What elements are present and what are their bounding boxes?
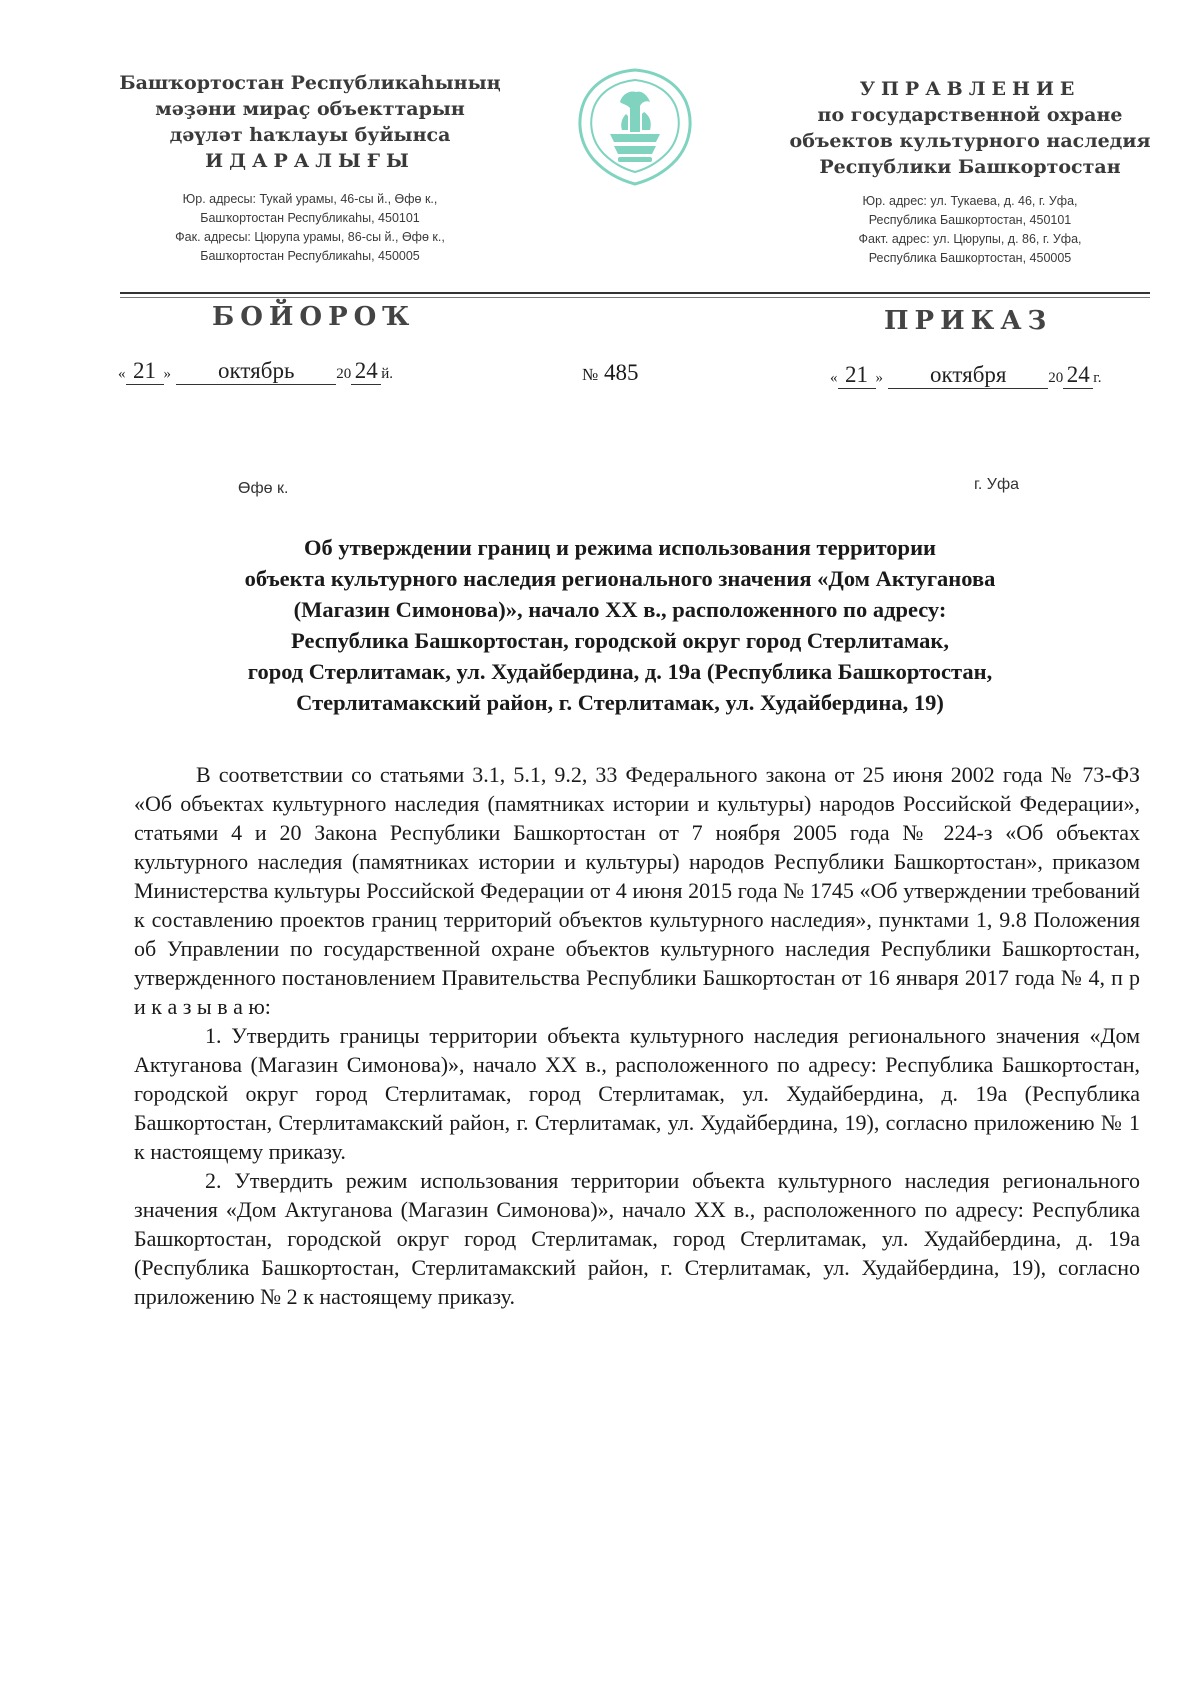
date-russian [830,362,1101,389]
address-line: Юр. адресы: Тукай урамы, 46-сы й., Өфө к., [182,192,438,206]
doc-type-russian: ПРИКАЗ [884,306,1053,336]
year-suffix: 24 [1063,362,1093,389]
quote-open: « [830,370,838,386]
date-bashkir [118,358,393,385]
year-prefix: 20 [1048,370,1064,386]
agency-name-line: объектов культурного наследия [789,130,1151,152]
address-line: Башҡортостан Республикаһы, 450005 [200,249,420,263]
quote-close: » [875,370,883,386]
preamble-paragraph: В соответствии со статьями 3.1, 5.1, 9.2, 33 Федерального закона от 25 июня 2002 года № 73-ФЗ «Об объектах культурного наследия (памятниках истории и культуры) народов Российской Федерации», статьями 4 и 20 Закона Республики Башкортостан от 7 ноября 2005 года № 224-з «Об объектах культурного наследия (памятниках истории и культуры) народов Республики Башкортостан», приказом Министерства культуры Российской Федерации от 4 июня 2015 года № 1745 «Об утверждении требований к составлению проектов границ территорий объектов культурного наследия», пунктами 1, 9.8 Положения об Управлении по государственной охране объектов культурного наследия Республики Башкортостан, утвержденного постановлением Правительства Республики Башкортостан от 16 января 2017 года № 4, п р и к а з ы в а ю: [134,762,1140,1019]
order-item-1: 1. Утвердить границы территории объекта культурного наследия регионального значения «Дом Актуганова (Магазин Симонова)», начало XX в., расположенного по адресу: Республика Башкортостан, городской округ город Стерлитамак, город Стерлитамак, ул. Худайбердина, д. 19а (Республика Башкортостан, Стерлитамакский район, г. Стерлитамак, ул. Худайбердина, 19), согласно приложению № 1 к настоящему приказу. [134,1023,1140,1164]
agency-title-russian: УПРАВЛЕНИЕ [859,78,1081,100]
agency-title-bashkir: ИДАРАЛЫҒЫ [205,150,415,172]
agency-name-line: Башҡортостан Республикаһының [119,72,501,94]
city-russian: г. Уфа [974,476,1019,493]
address-line: Фак. адресы: Цюрупа урамы, 86-сы й., Өфө к., [175,230,445,244]
quote-close: » [163,366,171,382]
year-mark: г. [1093,370,1102,386]
header-divider [120,292,1150,294]
agency-name-bashkir [100,70,520,174]
date-month: октябрь [176,358,336,385]
year-prefix: 20 [336,366,352,382]
agency-address-russian [810,192,1130,268]
agency-name-line: по государственной охране [817,104,1123,126]
address-line: Республика Башкортостан, 450005 [868,251,1072,265]
year-suffix: 24 [351,358,381,385]
city-bashkir: Өфө к. [238,480,289,497]
subject-line: Об утверждении границ и режима использования территории [303,535,937,560]
subject-line: Республика Башкортостан, городской округ город Стерлитамак, [291,628,949,653]
address-line: Башҡортостан Республикаһы, 450101 [200,211,420,225]
address-line: Республика Башкортостан, 450101 [868,213,1072,227]
order-subject [140,532,1100,718]
quote-open: « [118,366,126,382]
order-body [134,760,1140,1311]
date-day: 21 [838,362,876,389]
header-divider-thin [120,297,1150,298]
order-item-2: 2. Утвердить режим использования территории объекта культурного наследия регионального значения «Дом Актуганова (Магазин Симонова)», начало XX в., расположенного по адресу: Республика Башкортостан, городской округ город Стерлитамак, город Стерлитамак, ул. Худайбердина, д. 19а (Республика Башкортостан, Стерлитамакский район, г. Стерлитамак, ул. Худайбердина, 19), согласно приложению № 2 к настоящему приказу. [134,1168,1140,1309]
address-line: Юр. адрес: ул. Тукаева, д. 46, г. Уфа, [862,194,1078,208]
agency-address-bashkir [130,190,490,266]
date-month: октября [888,362,1048,389]
agency-name-line: Республики Башкортостан [819,156,1121,178]
number-value: 485 [603,360,639,385]
coat-of-arms-icon [570,62,700,192]
number-sign: № [582,365,599,384]
agency-name-line: мәҙәни мираҫ объекттарын [155,98,465,120]
subject-line: город Стерлитамак, ул. Худайбердина, д. 19а (Республика Башкортостан, [247,659,993,684]
subject-line: (Магазин Симонова)», начало XX в., расположенного по адресу: [293,597,947,622]
agency-name-russian [780,76,1160,180]
order-number [582,360,638,386]
subject-line: объекта культурного наследия регионального значения «Дом Актуганова [244,566,996,591]
subject-line: Стерлитамакский район, г. Стерлитамак, ул. Худайбердина, 19) [296,690,944,715]
doc-type-bashkir: БОЙОРОҠ [212,302,416,332]
agency-name-line: дәүләт һаҡлауы буйынса [169,124,451,146]
date-day: 21 [126,358,164,385]
address-line: Факт. адрес: ул. Цюрупы, д. 86, г. Уфа, [858,232,1082,246]
year-mark: й. [381,366,394,382]
